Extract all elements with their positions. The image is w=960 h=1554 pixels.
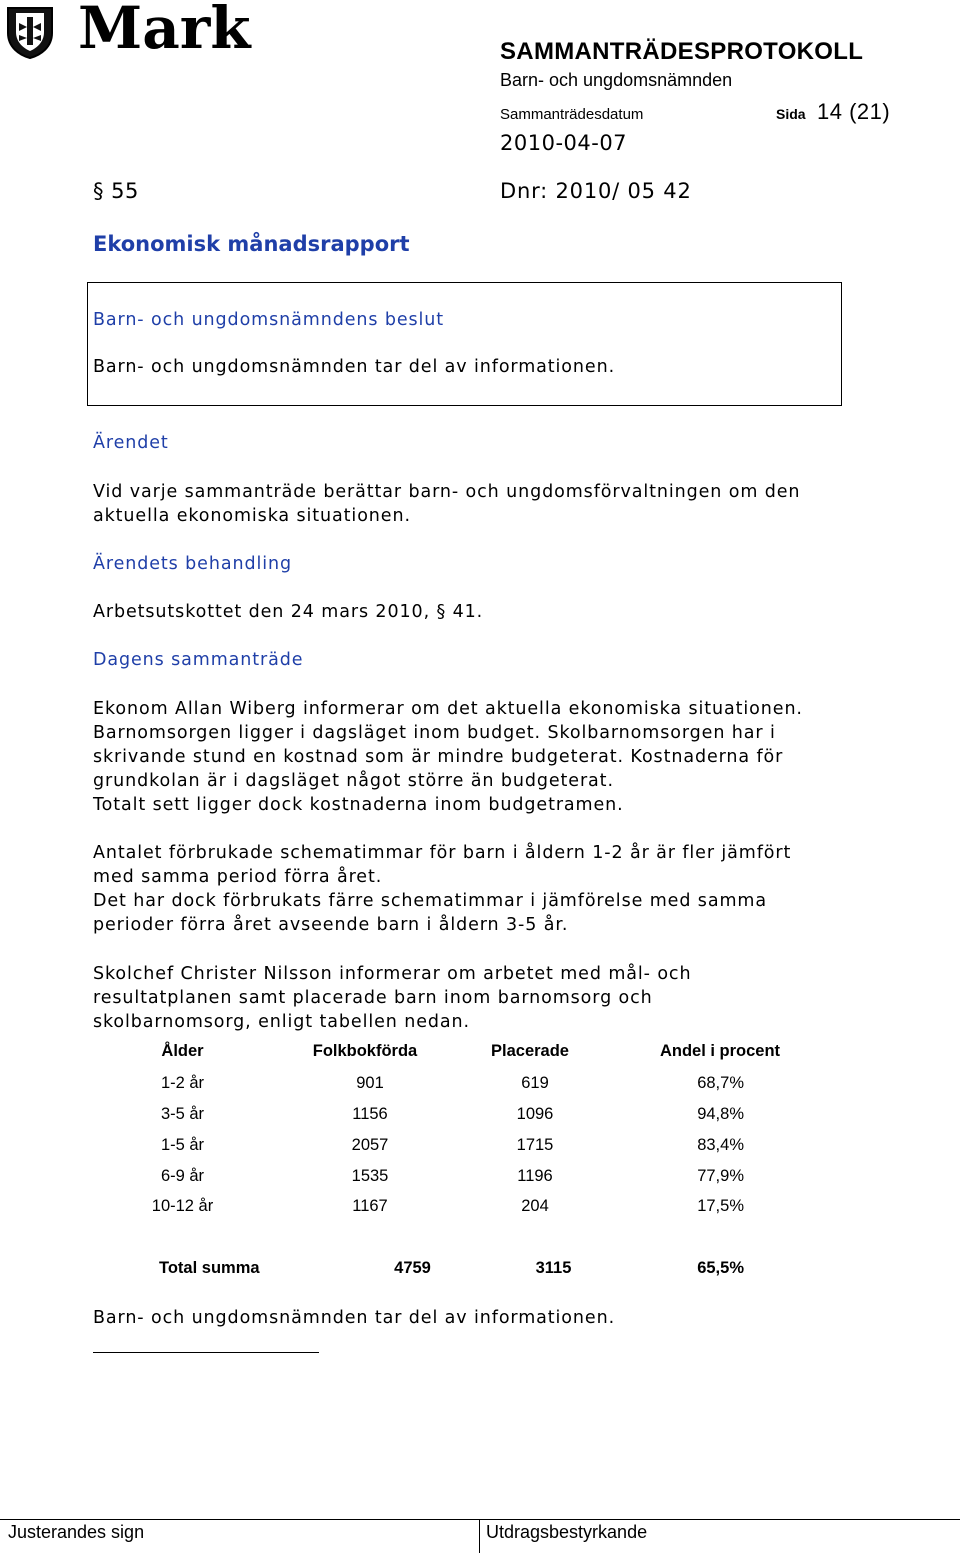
paragraph-line: Arbetsutskottet den 24 mars 2010, § 41. xyxy=(93,602,484,622)
municipal-coat-of-arms-icon xyxy=(5,5,55,59)
table-cell: 2057 xyxy=(351,1136,389,1154)
footer-justerandes-sign: Justerandes sign xyxy=(8,1522,145,1542)
table-total-label: Total summa xyxy=(159,1259,260,1277)
paragraph-line: Ekonom Allan Wiberg informerar om det aktuella ekonomiska situationen. xyxy=(93,699,803,719)
page-label: Sida xyxy=(776,106,806,122)
table-cell: 77,9% xyxy=(697,1167,744,1185)
table-cell: 3-5 år xyxy=(160,1105,205,1123)
table-header-cell: Folkbokförda xyxy=(312,1042,418,1060)
logo-wordmark: Mark xyxy=(78,0,251,62)
paragraph-line: aktuella ekonomiska situationen. xyxy=(93,506,411,526)
footer-rule xyxy=(0,1519,960,1520)
decision-heading: Barn- och ungdomsnämndens beslut xyxy=(93,310,445,330)
paragraph-line: grundkolan är i dagsläget något större än budgeterat. xyxy=(93,771,614,791)
page-number: 14 (21) xyxy=(817,99,891,124)
table-header-cell: Andel i procent xyxy=(659,1042,781,1060)
table-cell: 17,5% xyxy=(697,1197,744,1215)
paragraph-line: Antalet förbrukade schematimmar för barn i åldern 1-2 år är fler jämfört xyxy=(93,843,792,863)
paragraph-line: skrivande stund en kostnad som är mindre budgeterat. Kostnaderna för xyxy=(93,747,784,767)
table-header-cell: Placerade xyxy=(491,1042,569,1060)
paragraph-line: med samma period förra året. xyxy=(93,867,383,887)
table-cell: 901 xyxy=(356,1074,384,1092)
table-total-cell: 4759 xyxy=(394,1259,431,1277)
table-total-cell: 65,5% xyxy=(697,1259,744,1277)
table-header-cell: Ålder xyxy=(161,1042,204,1060)
protocol-title: SAMMANTRÄDESPROTOKOLL xyxy=(500,38,864,65)
footer-divider xyxy=(479,1519,480,1553)
paragraph-line: resultatplanen samt placerade barn inom barnomsorg och xyxy=(93,988,653,1008)
section-heading-arendet: Ärendet xyxy=(93,433,169,453)
paragraph-line: skolbarnomsorg, enligt tabellen nedan. xyxy=(93,1012,470,1032)
table-cell: 1096 xyxy=(516,1105,554,1123)
signature-underline xyxy=(93,1352,319,1353)
table-cell: 1167 xyxy=(352,1197,388,1215)
section-heading-behandling: Ärendets behandling xyxy=(93,554,292,574)
table-cell: 83,4% xyxy=(697,1136,744,1154)
table-cell: 6-9 år xyxy=(160,1167,205,1185)
table-cell: 1535 xyxy=(351,1167,389,1185)
table-cell: 1-2 år xyxy=(160,1074,205,1092)
table-cell: 619 xyxy=(521,1074,549,1092)
paragraph-line: Totalt sett ligger dock kostnaderna inom budgetramen. xyxy=(93,795,624,815)
table-cell: 10-12 år xyxy=(151,1197,214,1215)
paragraph-line: Det har dock förbrukats färre schematimmar i jämförelse med samma xyxy=(93,891,767,911)
paragraph-line: perioder förra året avseende barn i åldern 3-5 år. xyxy=(93,915,569,935)
table-cell: 1196 xyxy=(517,1167,553,1185)
table-total-cell: 3115 xyxy=(535,1259,572,1277)
paragraph-number: § 55 xyxy=(93,179,139,203)
table-cell: 204 xyxy=(521,1197,549,1215)
diary-number: Dnr: 2010/ 05 42 xyxy=(500,179,692,203)
table-cell: 1715 xyxy=(516,1136,554,1154)
table-cell: 1-5 år xyxy=(160,1136,205,1154)
committee-name: Barn- och ungdomsnämnden xyxy=(500,70,733,90)
decision-box xyxy=(87,282,842,406)
paragraph-line: Skolchef Christer Nilsson informerar om arbetet med mål- och xyxy=(93,964,692,984)
paragraph-line: Barnomsorgen ligger i dagsläget inom budget. Skolbarnomsorgen har i xyxy=(93,723,776,743)
section-heading-dagens: Dagens sammanträde xyxy=(93,650,304,670)
meeting-date: 2010-04-07 xyxy=(500,131,628,155)
table-cell: 94,8% xyxy=(697,1105,744,1123)
decision-text: Barn- och ungdomsnämnden tar del av informationen. xyxy=(93,357,616,377)
date-label: Sammanträdesdatum xyxy=(500,106,644,123)
table-cell: 68,7% xyxy=(697,1074,744,1092)
paragraph-line: Vid varje sammanträde berättar barn- och ungdomsförvaltningen om den xyxy=(93,482,801,502)
table-cell: 1156 xyxy=(352,1105,388,1123)
closing-text: Barn- och ungdomsnämnden tar del av informationen. xyxy=(93,1308,616,1328)
item-title: Ekonomisk månadsrapport xyxy=(93,232,410,256)
footer-utdragsbestyrkande: Utdragsbestyrkande xyxy=(486,1522,648,1542)
